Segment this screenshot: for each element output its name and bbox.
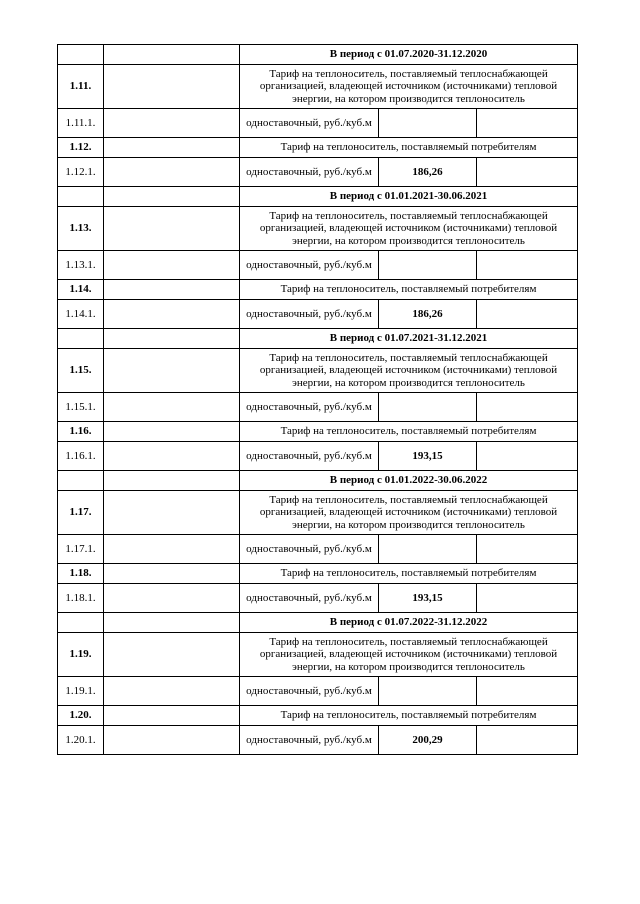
blank-cell [104,633,240,677]
table-row [58,706,578,726]
rate-type-label: одноставочный, руб./куб.м [240,677,379,706]
row-number: 1.15.1. [58,393,104,422]
blank-cell [104,677,240,706]
blank-cell [104,613,240,633]
blank-cell [104,393,240,422]
blank-cell [104,584,240,613]
blank-cell [477,158,578,187]
blank-cell [477,535,578,564]
row-number-cell [58,187,104,207]
table-row [58,300,578,329]
rate-type-label: одноставочный, руб./куб.м [240,393,379,422]
tariff-value [379,535,477,564]
blank-cell [104,280,240,300]
table-row [58,633,578,677]
tariff-supplier-title: Тариф на теплоноситель, поставляемый теплоснабжающей организацией, владеющей источником (источниками) тепловой энергии, на котором производится теплоноситель [240,491,578,535]
table-row [58,584,578,613]
row-number: 1.13. [58,207,104,251]
blank-cell [477,300,578,329]
blank-cell [104,491,240,535]
row-number-cell [58,45,104,65]
tariff-consumer-title: Тариф на теплоноситель, поставляемый потребителям [240,564,578,584]
tariff-value [379,109,477,138]
blank-cell [104,251,240,280]
row-number: 1.12. [58,138,104,158]
table-row [58,109,578,138]
blank-cell [104,207,240,251]
blank-cell [477,442,578,471]
table-row [58,280,578,300]
blank-cell [104,138,240,158]
table-row [58,349,578,393]
row-number: 1.20. [58,706,104,726]
table-row [58,329,578,349]
table-row [58,251,578,280]
row-number: 1.18.1. [58,584,104,613]
row-number: 1.19.1. [58,677,104,706]
tariff-consumer-title: Тариф на теплоноситель, поставляемый потребителям [240,422,578,442]
table-row [58,471,578,491]
table-row [58,138,578,158]
row-number: 1.11. [58,65,104,109]
period-header: В период с 01.01.2022-30.06.2022 [240,471,578,491]
blank-cell [477,393,578,422]
row-number: 1.14. [58,280,104,300]
blank-cell [104,45,240,65]
table-row [58,187,578,207]
tariff-value: 186,26 [379,158,477,187]
row-number: 1.17.1. [58,535,104,564]
tariff-consumer-title: Тариф на теплоноситель, поставляемый потребителям [240,280,578,300]
table-row [58,564,578,584]
row-number: 1.14.1. [58,300,104,329]
tariff-supplier-title: Тариф на теплоноситель, поставляемый теплоснабжающей организацией, владеющей источником (источниками) тепловой энергии, на котором производится теплоноситель [240,65,578,109]
blank-cell [477,584,578,613]
tariff-supplier-title: Тариф на теплоноситель, поставляемый теплоснабжающей организацией, владеющей источником (источниками) тепловой энергии, на котором производится теплоноситель [240,207,578,251]
table-row [58,393,578,422]
rate-type-label: одноставочный, руб./куб.м [240,726,379,755]
tariff-value [379,393,477,422]
blank-cell [104,471,240,491]
blank-cell [104,422,240,442]
blank-cell [104,109,240,138]
period-header: В период с 01.07.2021-31.12.2021 [240,329,578,349]
table-row [58,677,578,706]
blank-cell [477,109,578,138]
period-header: В период с 01.01.2021-30.06.2021 [240,187,578,207]
blank-cell [104,65,240,109]
tariff-value: 200,29 [379,726,477,755]
blank-cell [104,187,240,207]
row-number: 1.12.1. [58,158,104,187]
table-row [58,207,578,251]
blank-cell [477,677,578,706]
tariff-table [57,44,578,755]
rate-type-label: одноставочный, руб./куб.м [240,584,379,613]
row-number: 1.16.1. [58,442,104,471]
blank-cell [477,251,578,280]
blank-cell [104,349,240,393]
rate-type-label: одноставочный, руб./куб.м [240,109,379,138]
table-row [58,613,578,633]
rate-type-label: одноставочный, руб./куб.м [240,442,379,471]
blank-cell [104,535,240,564]
blank-cell [104,300,240,329]
rate-type-label: одноставочный, руб./куб.м [240,251,379,280]
row-number: 1.18. [58,564,104,584]
blank-cell [104,564,240,584]
tariff-value [379,251,477,280]
tariff-consumer-title: Тариф на теплоноситель, поставляемый потребителям [240,138,578,158]
table-row [58,45,578,65]
row-number: 1.16. [58,422,104,442]
table-row [58,158,578,187]
rate-type-label: одноставочный, руб./куб.м [240,535,379,564]
row-number: 1.17. [58,491,104,535]
row-number: 1.11.1. [58,109,104,138]
table-row [58,535,578,564]
table-row [58,422,578,442]
tariff-supplier-title: Тариф на теплоноситель, поставляемый теплоснабжающей организацией, владеющей источником (источниками) тепловой энергии, на котором производится теплоноситель [240,349,578,393]
tariff-value: 193,15 [379,442,477,471]
row-number: 1.20.1. [58,726,104,755]
blank-cell [104,726,240,755]
blank-cell [104,158,240,187]
blank-cell [104,706,240,726]
row-number-cell [58,471,104,491]
blank-cell [104,442,240,471]
tariff-table-body [58,45,578,755]
blank-cell [477,726,578,755]
row-number: 1.15. [58,349,104,393]
tariff-supplier-title: Тариф на теплоноситель, поставляемый теплоснабжающей организацией, владеющей источником (источниками) тепловой энергии, на котором производится теплоноситель [240,633,578,677]
table-row [58,442,578,471]
blank-cell [104,329,240,349]
rate-type-label: одноставочный, руб./куб.м [240,158,379,187]
tariff-value [379,677,477,706]
table-row [58,491,578,535]
row-number: 1.19. [58,633,104,677]
rate-type-label: одноставочный, руб./куб.м [240,300,379,329]
row-number: 1.13.1. [58,251,104,280]
row-number-cell [58,329,104,349]
period-header: В период с 01.07.2022-31.12.2022 [240,613,578,633]
tariff-value: 193,15 [379,584,477,613]
table-row [58,65,578,109]
row-number-cell [58,613,104,633]
tariff-value: 186,26 [379,300,477,329]
period-header: В период с 01.07.2020-31.12.2020 [240,45,578,65]
tariff-consumer-title: Тариф на теплоноситель, поставляемый потребителям [240,706,578,726]
table-row [58,726,578,755]
